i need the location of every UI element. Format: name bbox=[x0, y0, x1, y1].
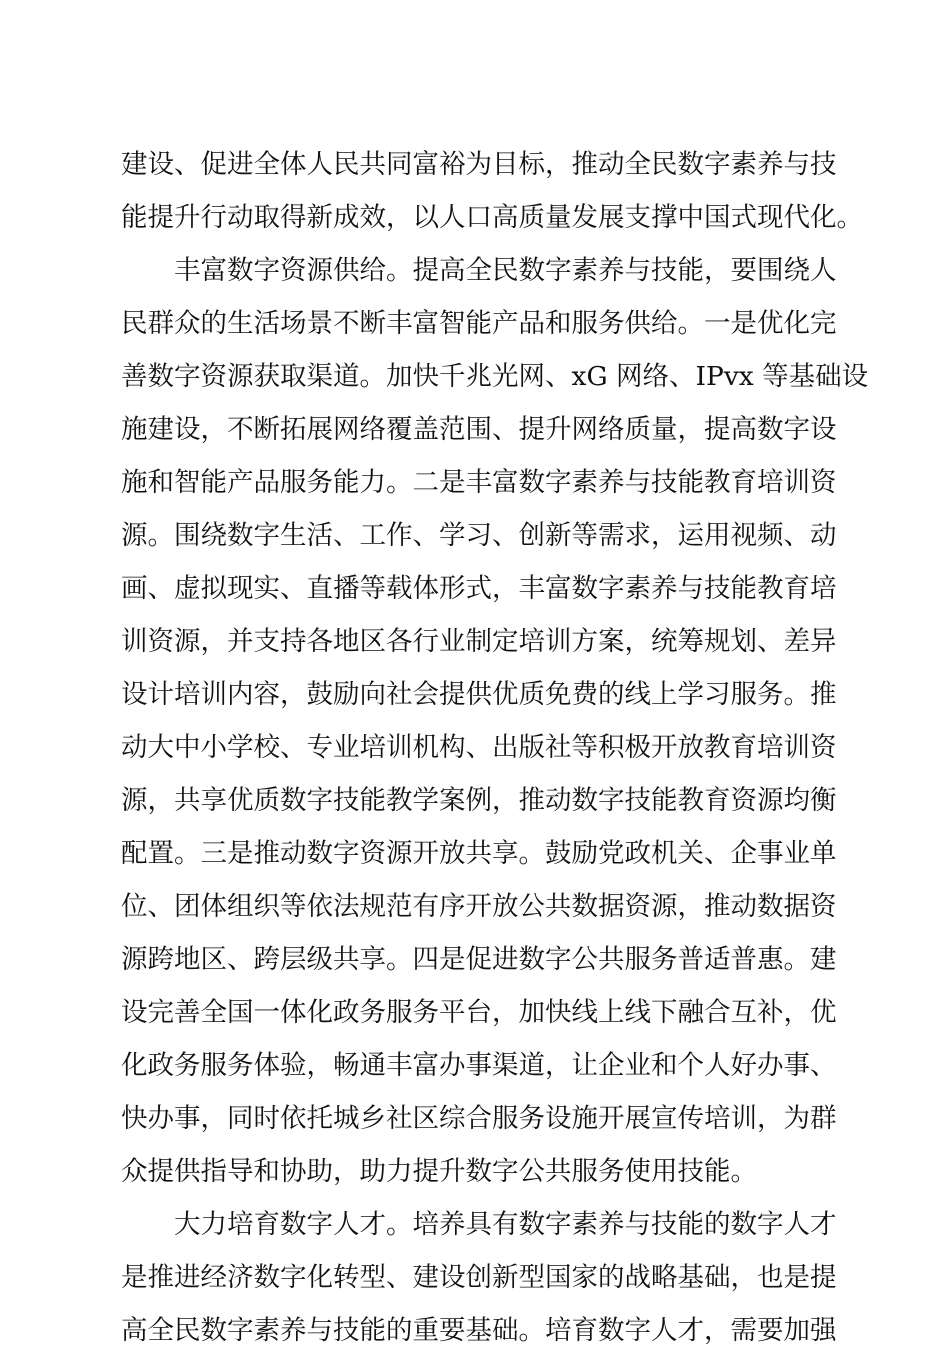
paragraph-2-line-1: 丰富数字资源供给。提高全民数字素养与技能，要围绕人 bbox=[174, 255, 837, 286]
paragraph-2-line-8: 训资源，并支持各地区各行业制定培训方案，统筹规划、差异 bbox=[121, 626, 837, 657]
paragraph-3-line-3: 高全民数字素养与技能的重要基础。培育数字人才，需要加强 bbox=[121, 1315, 837, 1346]
paragraph-2-line-12: 配置。三是推动数字资源开放共享。鼓励党政机关、企事业单 bbox=[121, 838, 837, 869]
paragraph-2-line-6: 源。围绕数字生活、工作、学习、创新等需求，运用视频、动 bbox=[121, 520, 837, 551]
paragraph-2-line-3: 善数字资源获取渠道。加快千兆光网、xG 网络、IPvx 等基础设 bbox=[121, 361, 869, 392]
paragraph-2-line-5: 施和智能产品服务能力。二是丰富数字素养与技能教育培训资 bbox=[121, 467, 837, 498]
paragraph-2-line-15: 设完善全国一体化政务服务平台，加快线上线下融合互补，优 bbox=[121, 997, 837, 1028]
paragraph-2-line-17: 快办事，同时依托城乡社区综合服务设施开展宣传培训，为群 bbox=[121, 1103, 837, 1134]
paragraph-2-line-10: 动大中小学校、专业培训机构、出版社等积极开放教育培训资 bbox=[121, 732, 837, 763]
paragraph-2-line-16: 化政务服务体验，畅通丰富办事渠道，让企业和个人好办事、 bbox=[121, 1050, 837, 1081]
document-body bbox=[121, 138, 869, 1357]
paragraph-1-line-2: 能提升行动取得新成效，以人口高质量发展支撑中国式现代化。 bbox=[121, 202, 863, 233]
paragraph-2-line-13: 位、团体组织等依法规范有序开放公共数据资源，推动数据资 bbox=[121, 891, 837, 922]
paragraph-2-line-2: 民群众的生活场景不断丰富智能产品和服务供给。一是优化完 bbox=[121, 308, 837, 339]
paragraph-2-line-18: 众提供指导和协助，助力提升数字公共服务使用技能。 bbox=[121, 1156, 757, 1187]
paragraph-3-line-2: 是推进经济数字化转型、建设创新型国家的战略基础，也是提 bbox=[121, 1262, 837, 1293]
paragraph-2-line-14: 源跨地区、跨层级共享。四是促进数字公共服务普适普惠。建 bbox=[121, 944, 837, 975]
paragraph-2-line-11: 源，共享优质数字技能教学案例，推动数字技能教育资源均衡 bbox=[121, 785, 837, 816]
paragraph-2-line-9: 设计培训内容，鼓励向社会提供优质免费的线上学习服务。推 bbox=[121, 679, 837, 710]
paragraph-1-line-1: 建设、促进全体人民共同富裕为目标，推动全民数字素养与技 bbox=[121, 149, 837, 180]
paragraph-2-line-4: 施建设，不断拓展网络覆盖范围、提升网络质量，提高数字设 bbox=[121, 414, 837, 445]
paragraph-3-line-1: 大力培育数字人才。培养具有数字素养与技能的数字人才 bbox=[174, 1209, 837, 1240]
paragraph-2-line-7: 画、虚拟现实、直播等载体形式，丰富数字素养与技能教育培 bbox=[121, 573, 837, 604]
